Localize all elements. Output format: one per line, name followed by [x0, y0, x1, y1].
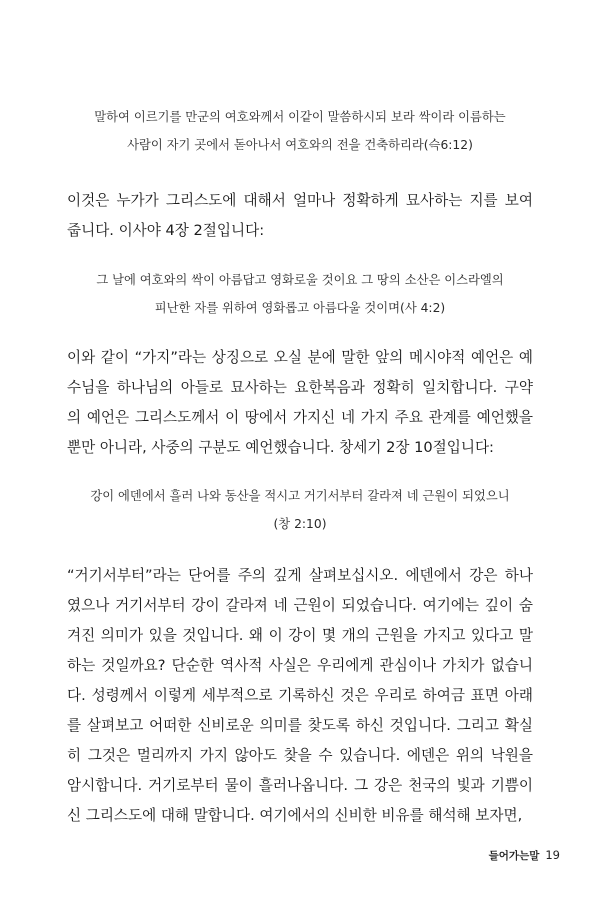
- running-title: 들어가는말: [488, 850, 540, 862]
- quote-line: 피난한 자를 위하여 영화롭고 아름다울 것이며(사 4:2): [154, 301, 446, 315]
- paragraph-line: 겨진 의미가 있을 것입니다. 왜 이 강이 몇 개의 근원을 가지고 있다고 말: [67, 627, 533, 644]
- paragraph-line: 였으나 거기서부터 강이 갈라져 네 근원이 되었습니다. 여기에는 깊이 숨: [67, 597, 533, 614]
- paragraph-1: [67, 186, 533, 246]
- paragraph-line: 의 예언은 그리스도께서 이 땅에서 가지신 네 가지 주요 관계를 예언했을: [67, 409, 533, 426]
- paragraph-line: 줍니다. 이사야 4장 2절입니다:: [67, 222, 265, 239]
- paragraph-line: 이와 같이 “가지”라는 상징으로 오실 분에 말한 앞의 메시야적 예언은 예: [67, 349, 533, 366]
- scripture-quote-genesis: [70, 482, 530, 538]
- paragraph-line: 히 그것은 멀리까지 가지 않아도 찾을 수 있습니다. 에덴은 위의 낙원을: [67, 747, 533, 764]
- paragraph-3: [67, 561, 533, 831]
- paragraph-line: 신 그리스도에 대해 말합니다. 여기에서의 신비한 비유를 해석해 보자면,: [67, 807, 523, 824]
- quote-line: 사람이 자기 곳에서 돋아나서 여호와의 전을 건축하리라(슥6:12): [127, 138, 473, 152]
- paragraph-line: 수님을 하나님의 아들로 묘사하는 요한복음과 정확히 일치합니다. 구약: [67, 379, 533, 396]
- scripture-quote-isaiah: [70, 266, 530, 322]
- paragraph-line: “거기서부터”라는 단어를 주의 깊게 살펴보십시오. 에덴에서 강은 하나: [67, 567, 533, 584]
- paragraph-2: [67, 343, 533, 463]
- page-footer: [489, 848, 560, 863]
- scripture-quote-zechariah: [70, 103, 530, 159]
- quote-line: 강이 에덴에서 흘러 나와 동산을 적시고 거기서부터 갈라져 네 근원이 되었으니: [90, 489, 510, 503]
- paragraph-line: 를 살펴보고 어떠한 신비로운 의미를 찾도록 하신 것입니다. 그리고 확실: [67, 717, 533, 734]
- quote-line: (창 2:10): [273, 517, 327, 531]
- quote-line: 말하여 이르기를 만군의 여호와께서 이같이 말씀하시되 보라 싹이라 이름하는: [94, 110, 506, 124]
- page-number: 19: [545, 848, 560, 862]
- paragraph-line: 다. 성령께서 이렇게 세부적으로 기록하신 것은 우리로 하여금 표면 아래: [67, 687, 533, 704]
- paragraph-line: 하는 것일까요? 단순한 역사적 사실은 우리에게 관심이나 가치가 없습니: [67, 657, 533, 674]
- paragraph-line: 이것은 누가가 그리스도에 대해서 얼마나 정확하게 묘사하는 지를 보여: [67, 192, 533, 209]
- paragraph-line: 뿐만 아니라, 사중의 구분도 예언했습니다. 창세기 2장 10절입니다:: [67, 439, 494, 456]
- quote-line: 그 날에 여호와의 싹이 아름답고 영화로울 것이요 그 땅의 소산은 이스라엘의: [96, 273, 504, 287]
- paragraph-line: 암시합니다. 거기로부터 물이 흘러나옵니다. 그 강은 천국의 빛과 기쁨이: [67, 777, 533, 794]
